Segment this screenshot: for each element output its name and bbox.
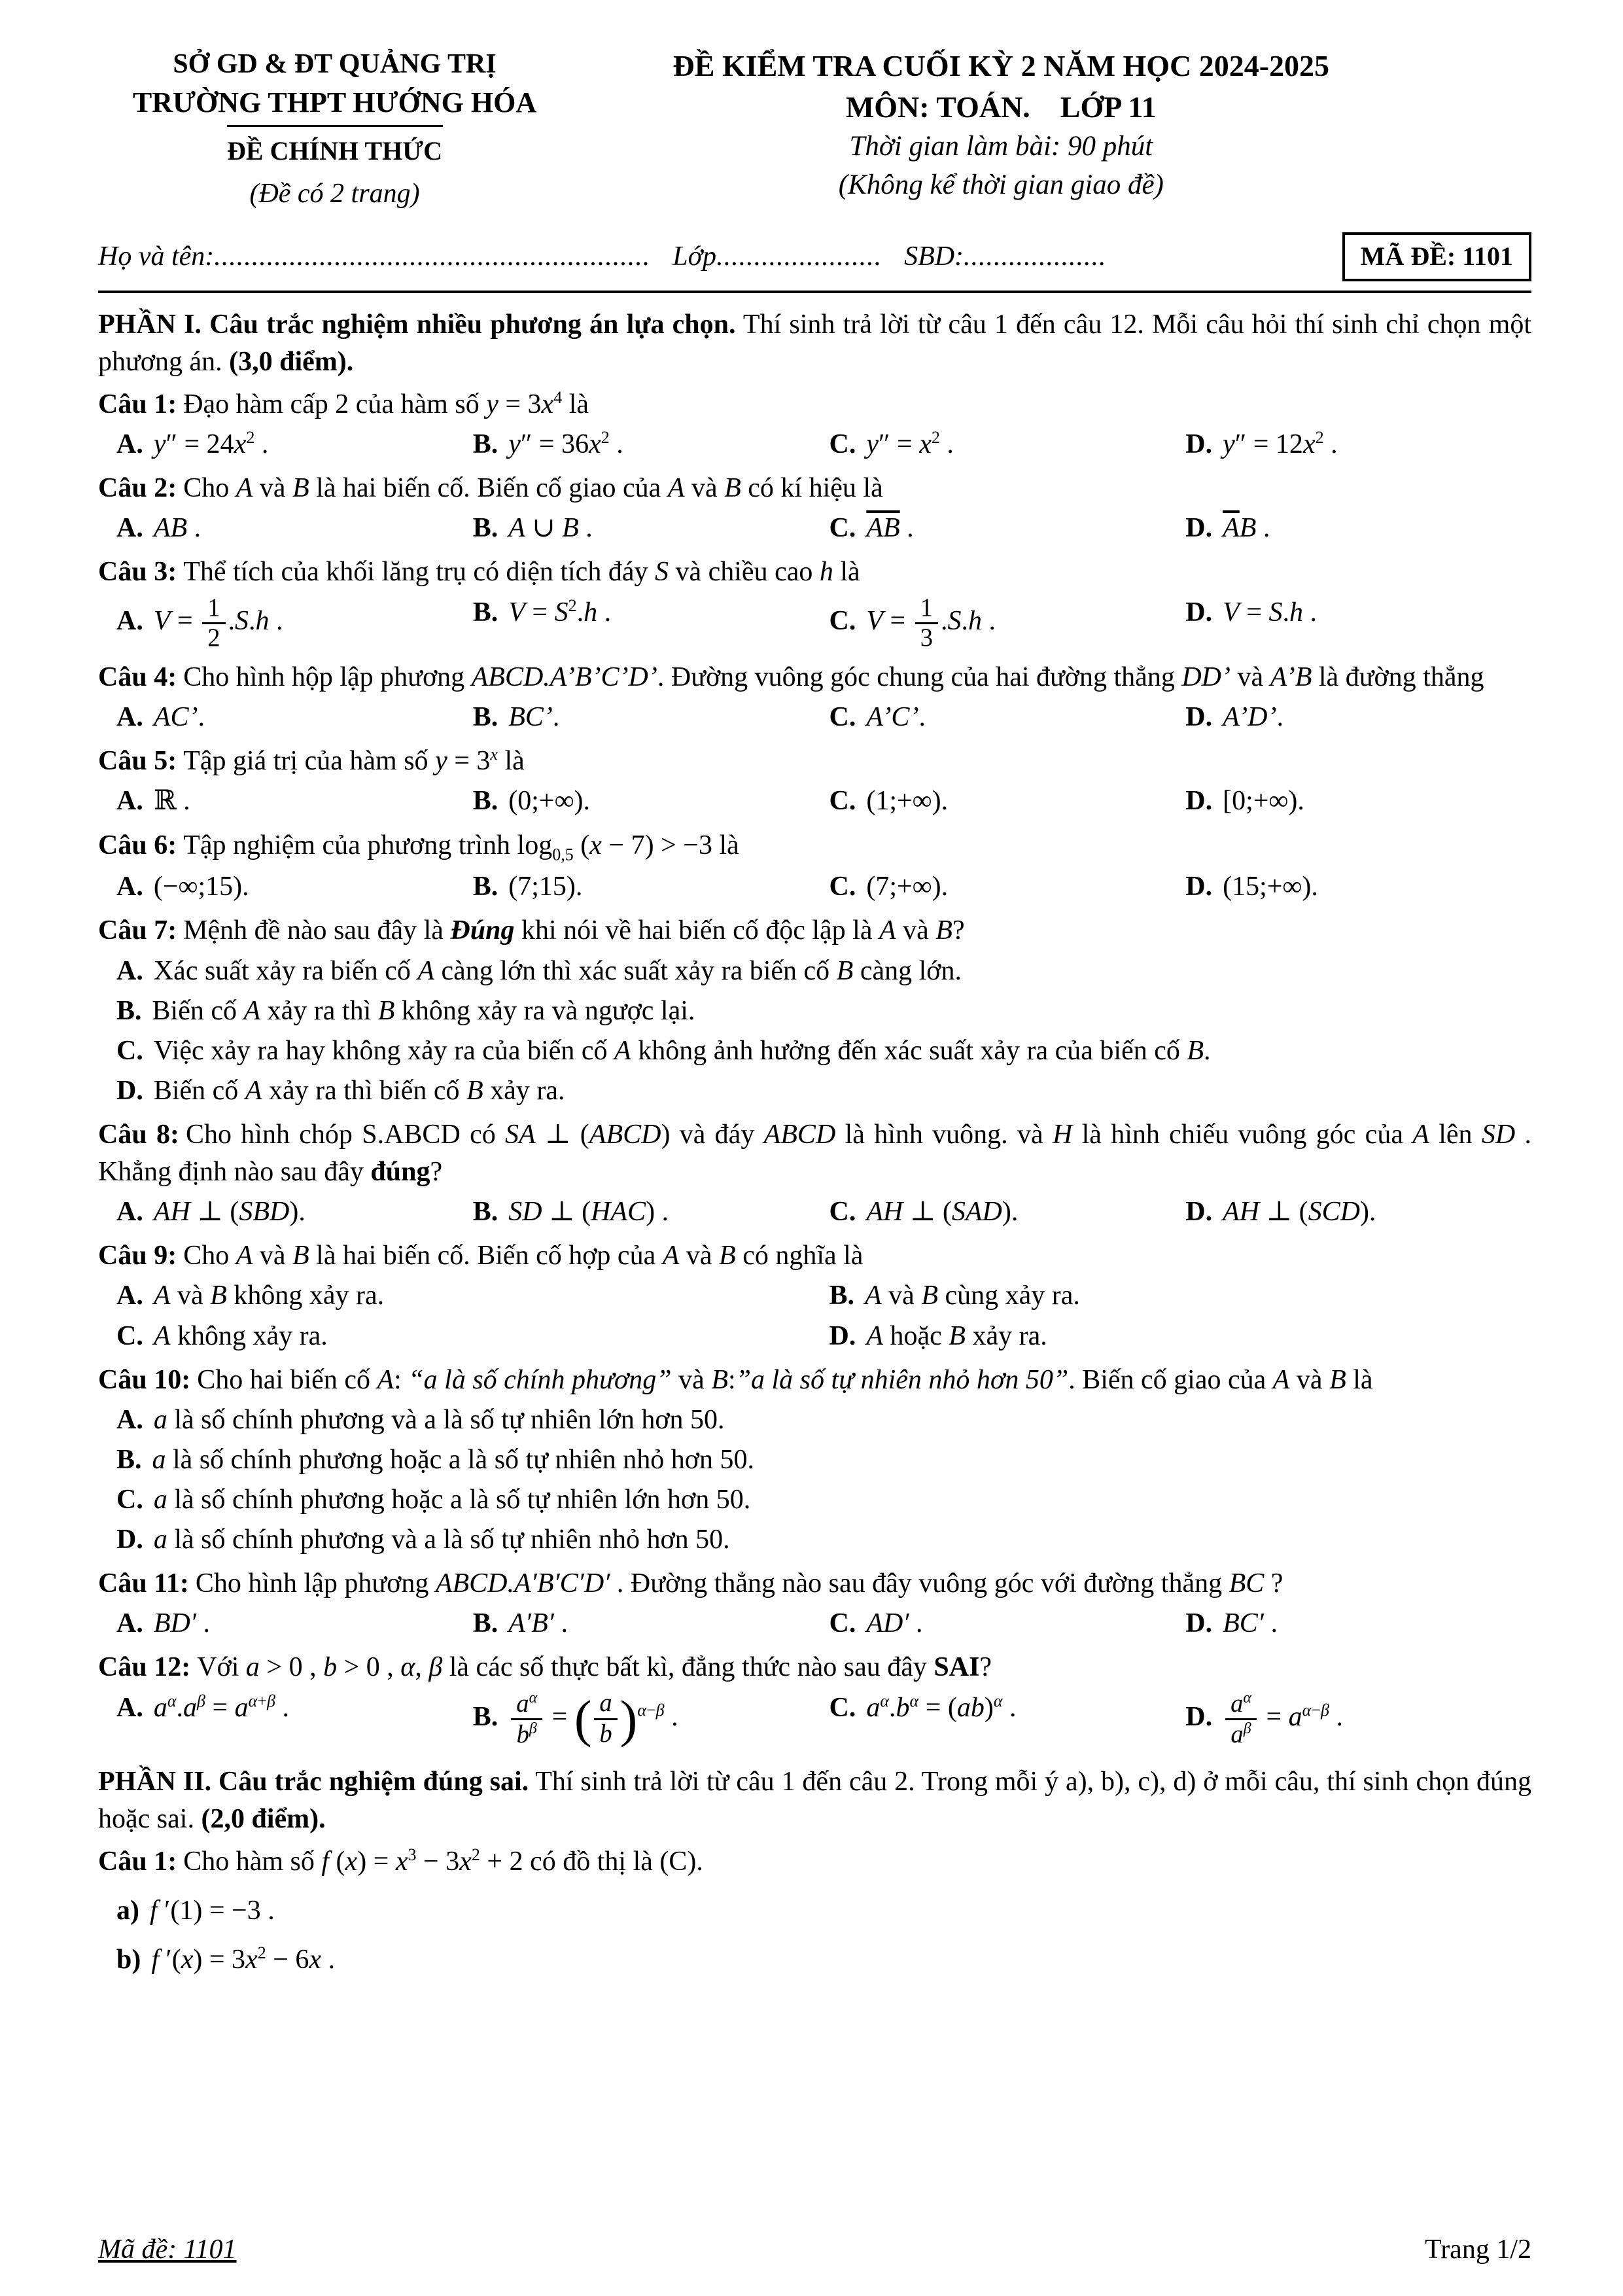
option-b xyxy=(473,1192,819,1232)
option-text: AH ⊥ (SBD). xyxy=(153,1197,305,1227)
question-2-options xyxy=(98,508,1531,548)
option-a xyxy=(116,1604,462,1644)
option-text: $\frac{a^\alpha}{a^\beta}$ = $a^{\alpha-\beta}$ . xyxy=(1223,1702,1343,1732)
duration-note: (Không kể thời gian giao đề) xyxy=(838,169,1164,200)
option-text: $a^\alpha.a^\beta = a^{\alpha+\beta}$ . xyxy=(153,1691,289,1723)
option-c xyxy=(829,1688,1176,1750)
question-3-line xyxy=(98,554,1531,591)
option-key: B. xyxy=(829,1280,855,1311)
question-4 xyxy=(98,659,1531,737)
pages-note: (Đề có 2 trang) xyxy=(249,179,420,209)
part2-question-1-line xyxy=(98,1843,1531,1881)
option-c xyxy=(829,1604,1176,1644)
option-d xyxy=(116,1520,1531,1560)
option-key: D. xyxy=(1185,702,1213,733)
option-key: B. xyxy=(472,1701,498,1732)
option-a xyxy=(116,508,462,548)
option-d xyxy=(1185,1604,1531,1644)
option-key: C. xyxy=(116,1320,143,1351)
option-text: a là số chính phương hoặc a là số tự nhiên lớn hơn 50. xyxy=(153,1485,751,1515)
option-text: AH ⊥ (SCD). xyxy=(1223,1197,1376,1227)
footer-exam-code: Mã đề: 1101 xyxy=(98,2234,237,2265)
option-d xyxy=(116,1071,1531,1111)
question-text: Cho hai biến cố A: “a là số chính phương” và B:”a là số tự nhiên nhỏ hơn 50”. Biến cố giao của A và B là xyxy=(197,1364,1373,1395)
question-3-options xyxy=(98,593,1531,654)
question-9 xyxy=(98,1237,1531,1356)
option-key: D. xyxy=(1185,1197,1213,1227)
option-a xyxy=(116,951,1531,991)
option-a xyxy=(116,781,462,821)
question-2-line xyxy=(98,470,1531,507)
option-text: A’D’. xyxy=(1223,702,1283,733)
question-4-options xyxy=(98,698,1531,737)
question-text: Cho A và B là hai biến cố. Biến cố hợp của A và B có nghĩa là xyxy=(183,1241,864,1271)
question-8-line xyxy=(98,1116,1531,1191)
option-b xyxy=(473,781,819,821)
option-c xyxy=(829,781,1176,821)
option-text: a là số chính phương và a là số tự nhiên nhỏ hơn 50. xyxy=(153,1525,730,1555)
question-11-options xyxy=(98,1604,1531,1644)
option-key: A. xyxy=(116,955,143,986)
option-key: C. xyxy=(829,429,856,460)
question-text: Tập giá trị của hàm số $y = 3^x$ là xyxy=(183,745,525,777)
option-text: (15;+∞). xyxy=(1223,872,1318,902)
option-text: a là số chính phương hoặc a là số tự nhiên nhỏ hơn 50. xyxy=(152,1444,754,1475)
question-1 xyxy=(98,386,1531,465)
footer-page-number: Trang 1/2 xyxy=(1425,2234,1531,2265)
question-text: Thể tích của khối lăng trụ có diện tích đáy S và chiều cao h là xyxy=(183,557,860,588)
option-text: A và B cùng xảy ra. xyxy=(865,1280,1080,1311)
option-d xyxy=(1185,698,1531,737)
option-b xyxy=(116,1440,1531,1480)
question-text: Đạo hàm cấp 2 của hàm số $y = 3x^4$ là xyxy=(183,388,589,420)
option-text: $y'' = 36x^2$ . xyxy=(508,428,623,460)
question-label: Câu 6: xyxy=(98,830,177,860)
option-text: A′B′ . xyxy=(508,1608,568,1639)
option-a xyxy=(116,593,462,654)
item-a xyxy=(116,1891,1531,1931)
question-text: Cho hình lập phương ABCD.A′B′C′D′ . Đường thẳng nào sau đây vuông góc với đường thẳng BC ? xyxy=(195,1568,1283,1599)
option-b xyxy=(829,1276,1532,1316)
question-text: Cho hàm số f $(x) = x^3 - 3x^2 + 2$ có đồ thị là (C). xyxy=(183,1845,703,1877)
option-key: B. xyxy=(472,786,498,817)
option-key: D. xyxy=(116,1075,143,1106)
option-key: C. xyxy=(829,1608,856,1639)
question-8 xyxy=(98,1116,1531,1232)
option-text: AC’. xyxy=(153,702,205,733)
option-key: C. xyxy=(116,1035,143,1066)
option-key: A. xyxy=(116,1608,143,1639)
option-text: AD′ . xyxy=(866,1608,923,1639)
option-a xyxy=(116,425,462,465)
option-text: A’C’. xyxy=(866,702,926,733)
question-5 xyxy=(98,743,1531,821)
part-2-title-normal: Thí sinh trả lời từ câu 1 đến câu 2. Trong mỗi ý a), b), c), d) ở mỗi câu, thí sinh chọn đúng hoặc sai. xyxy=(98,1766,1531,1834)
option-d xyxy=(1185,781,1531,821)
option-key: D. xyxy=(1185,786,1213,817)
part-2 xyxy=(98,1763,1531,1981)
option-b xyxy=(473,698,819,737)
option-c xyxy=(829,508,1176,548)
option-b xyxy=(473,425,819,465)
name-label: Họ và tên: xyxy=(98,241,215,272)
part-1-title-points: (3,0 điểm). xyxy=(229,346,354,377)
option-key: C. xyxy=(829,702,856,733)
option-key: C. xyxy=(829,872,856,902)
option-text: V = $\frac{1}{2}$ .S.h . xyxy=(153,593,283,652)
option-text: Việc xảy ra hay không xảy ra của biến cố A không ảnh hưởng đến xác suất xảy ra của biến cố B. xyxy=(153,1035,1211,1066)
option-key: C. xyxy=(829,606,856,636)
option-key: D. xyxy=(1185,1608,1213,1639)
option-key: B. xyxy=(472,597,498,627)
option-key: A. xyxy=(116,513,143,544)
option-key: A. xyxy=(116,429,143,460)
official-exam-label: ĐỀ CHÍNH THỨC xyxy=(227,135,442,166)
question-8-options xyxy=(98,1192,1531,1232)
option-key: B. xyxy=(472,1608,498,1639)
option-key: A. xyxy=(116,1404,143,1435)
part2-question-1 xyxy=(98,1843,1531,1980)
question-3 xyxy=(98,554,1531,654)
option-key: A. xyxy=(116,702,143,733)
question-text: Cho A và B là hai biến cố. Biến cố giao của A và B có kí hiệu là xyxy=(183,473,883,504)
option-text: BC′ . xyxy=(1223,1608,1278,1639)
option-a xyxy=(116,1276,819,1316)
question-label: Câu 10: xyxy=(98,1364,191,1395)
school-underline xyxy=(227,125,443,127)
option-text: AH ⊥ (SAD). xyxy=(866,1197,1019,1227)
sbd-blank: ................... xyxy=(964,241,1107,272)
option-key: C. xyxy=(829,1197,856,1227)
part-2-title-points: (2,0 điểm). xyxy=(201,1803,326,1834)
option-text: (7;15). xyxy=(508,872,583,902)
option-c xyxy=(829,1192,1176,1232)
question-2 xyxy=(98,470,1531,548)
question-12 xyxy=(98,1649,1531,1750)
option-c xyxy=(116,1031,1531,1071)
option-key: B. xyxy=(472,429,498,460)
option-text: $\overline{AB}$ . xyxy=(866,513,914,544)
item-text: f ′(1) = −3 . xyxy=(150,1896,275,1926)
option-key: B. xyxy=(472,872,498,902)
question-7-options xyxy=(98,951,1531,1111)
option-b xyxy=(116,991,1531,1031)
option-text: (0;+∞). xyxy=(508,786,591,817)
option-text: Biến cố A xảy ra thì B không xảy ra và ngược lại. xyxy=(152,995,695,1026)
question-label: Câu 1: xyxy=(98,389,177,420)
school-name: TRƯỜNG THPT HƯỚNG HÓA xyxy=(132,86,537,119)
question-11-line xyxy=(98,1565,1531,1602)
sbd-label: SBD: xyxy=(904,241,964,272)
option-key: D. xyxy=(1185,1701,1213,1732)
question-label: Câu 3: xyxy=(98,557,177,588)
question-text: Cho hình chóp S.ABCD có SA ⊥ (ABCD) và đáy ABCD là hình vuông. và H là hình chiếu vuông góc của A lên SD . Khẳng định nào sau đây đúng? xyxy=(98,1120,1532,1188)
option-c xyxy=(829,425,1176,465)
item-b xyxy=(116,1940,1531,1980)
question-9-options xyxy=(98,1276,1531,1356)
option-text: A không xảy ra. xyxy=(153,1320,328,1351)
exam-code-box: MÃ ĐỀ: 1101 xyxy=(1342,232,1531,281)
part-1-title-normal: Thí sinh trả lời từ câu 1 đến câu 12. Mỗi câu hỏi thí sinh chỉ chọn một phương án. xyxy=(98,309,1531,377)
option-key: A. xyxy=(116,1280,143,1311)
question-text: Với a > 0 , b > 0 , α, β là các số thực bất kì, đẳng thức nào sau đây SAI? xyxy=(197,1652,992,1683)
option-text: [0;+∞). xyxy=(1223,786,1304,817)
option-key: A. xyxy=(116,606,143,636)
part2-question-1-items xyxy=(98,1882,1531,1980)
question-label: Câu 4: xyxy=(98,662,177,693)
option-text: $\frac{a^\alpha}{b^\beta}$ = ( $\frac{a}{b}$ )$^{\alpha-\beta}$ . xyxy=(508,1702,678,1732)
option-text: $V = S^2.h$ . xyxy=(508,595,612,627)
option-key: A. xyxy=(116,1197,143,1227)
option-key: A. xyxy=(116,1692,143,1723)
question-7-line xyxy=(98,912,1531,949)
option-text: V = $\frac{1}{3}$ .S.h . xyxy=(866,593,996,652)
duration-line: Thời gian làm bài: 90 phút xyxy=(849,131,1153,162)
question-1-options xyxy=(98,425,1531,465)
question-11 xyxy=(98,1565,1531,1644)
option-key: D. xyxy=(1185,597,1213,627)
option-b xyxy=(473,593,819,654)
part-1 xyxy=(98,306,1531,1750)
option-text: $\overline{A}B$ . xyxy=(1223,513,1270,544)
question-6 xyxy=(98,827,1531,908)
student-info-row xyxy=(98,232,1531,281)
part-2-title-bold: PHẦN II. Câu trắc nghiệm đúng sai. xyxy=(98,1766,529,1797)
exam-header xyxy=(98,46,1531,213)
option-text: $y'' = 12x^2$ . xyxy=(1223,428,1338,460)
question-7 xyxy=(98,912,1531,1111)
option-text: SD ⊥ (HAC) . xyxy=(508,1197,669,1227)
question-text: Tập nghiệm của phương trình $\log_{0,5} (x - 7) > -3$ là xyxy=(183,830,739,864)
page-footer xyxy=(98,2231,1531,2269)
option-key: D. xyxy=(1185,429,1213,460)
option-text: A hoặc B xảy ra. xyxy=(866,1320,1047,1351)
option-text: $y'' = x^2$ . xyxy=(866,428,954,460)
question-4-line xyxy=(98,659,1531,696)
department-name: SỞ GD & ĐT QUẢNG TRỊ xyxy=(173,49,497,79)
option-b xyxy=(473,508,819,548)
option-d xyxy=(1185,1688,1531,1750)
student-info-section xyxy=(98,232,1531,292)
option-key: C. xyxy=(829,786,856,817)
option-a xyxy=(116,1400,1531,1440)
question-label: Câu 1: xyxy=(98,1846,177,1877)
option-key: D. xyxy=(1185,513,1213,544)
option-text: ℝ . xyxy=(153,786,190,817)
option-text: (−∞;15). xyxy=(153,872,249,902)
option-a xyxy=(116,1688,462,1750)
name-blank: .......................................................... xyxy=(214,241,651,272)
option-key: D. xyxy=(829,1320,856,1351)
option-key: B. xyxy=(116,1444,142,1475)
option-key: A. xyxy=(116,786,143,817)
option-text: (7;+∞). xyxy=(866,872,949,902)
option-text: Xác suất xảy ra biến cố A càng lớn thì xác suất xảy ra biến cố B càng lớn. xyxy=(153,955,962,986)
option-a xyxy=(116,1192,462,1232)
option-d xyxy=(829,1316,1532,1356)
option-b xyxy=(473,1688,819,1750)
option-key: C. xyxy=(116,1485,143,1515)
option-text: $y'' = 24x^2$ . xyxy=(153,428,269,460)
option-key: C. xyxy=(829,513,856,544)
option-key: B. xyxy=(116,995,142,1026)
question-12-options xyxy=(98,1688,1531,1750)
option-key: B. xyxy=(472,513,498,544)
option-c xyxy=(116,1316,819,1356)
option-a xyxy=(116,867,462,907)
option-text: BD′ . xyxy=(153,1608,211,1639)
question-10-line xyxy=(98,1362,1531,1399)
exam-title: ĐỀ KIỂM TRA CUỐI KỲ 2 NĂM HỌC 2024-2025 xyxy=(672,49,1330,82)
question-label: Câu 11: xyxy=(98,1568,189,1599)
item-key: a) xyxy=(116,1896,139,1926)
question-label: Câu 9: xyxy=(98,1241,177,1271)
option-text: AB . xyxy=(153,513,201,544)
option-b xyxy=(473,867,819,907)
item-key: b) xyxy=(116,1945,141,1975)
option-text: a là số chính phương và a là số tự nhiên lớn hơn 50. xyxy=(153,1404,725,1435)
question-6-options xyxy=(98,867,1531,907)
question-label: Câu 2: xyxy=(98,473,177,504)
class-label: Lớp xyxy=(672,241,717,272)
question-1-line xyxy=(98,386,1531,423)
option-text: A và B không xảy ra. xyxy=(153,1280,385,1311)
item-text: f $'(x) = 3x^2 - 6x$ . xyxy=(151,1943,336,1975)
option-d xyxy=(1185,425,1531,465)
option-key: A. xyxy=(116,872,143,902)
option-text: Biến cố A xảy ra thì biến cố B xảy ra. xyxy=(153,1075,565,1106)
question-text: Cho hình hộp lập phương ABCD.A’B’C’D’. Đường vuông góc chung của hai đường thẳng DD’ và A’B là đường thẳng xyxy=(183,662,1484,693)
option-key: B. xyxy=(472,702,498,733)
option-a xyxy=(116,698,462,737)
question-9-line xyxy=(98,1237,1531,1275)
question-label: Câu 8: xyxy=(98,1120,179,1150)
option-d xyxy=(1185,508,1531,548)
option-d xyxy=(1185,593,1531,654)
part-1-title-bold: PHẦN I. Câu trắc nghiệm nhiều phương án lựa chọn. xyxy=(98,309,736,340)
question-10-options xyxy=(98,1400,1531,1560)
option-text: BC’. xyxy=(508,702,560,733)
question-label: Câu 5: xyxy=(98,746,177,777)
option-key: B. xyxy=(472,1197,498,1227)
option-text: $a^\alpha.b^\alpha = (ab)^\alpha$ . xyxy=(866,1691,1017,1723)
option-c xyxy=(116,1480,1531,1520)
option-key: C. xyxy=(829,1692,856,1723)
question-text: Mệnh đề nào sau đây là Đúng khi nói về hai biến cố độc lập là A và B? xyxy=(183,915,965,946)
question-6-line xyxy=(98,827,1531,866)
option-key: D. xyxy=(1185,872,1213,902)
option-text: V = S.h . xyxy=(1223,597,1317,627)
question-10 xyxy=(98,1362,1531,1561)
option-c xyxy=(829,698,1176,737)
option-c xyxy=(829,593,1176,654)
part-1-title xyxy=(98,306,1531,381)
option-c xyxy=(829,867,1176,907)
question-12-line xyxy=(98,1649,1531,1686)
question-5-line xyxy=(98,743,1531,780)
option-d xyxy=(1185,867,1531,907)
exam-title-block xyxy=(571,46,1431,213)
option-d xyxy=(1185,1192,1531,1232)
option-text: (1;+∞). xyxy=(866,786,949,817)
issuer-block xyxy=(98,46,571,213)
class-blank: ...................... xyxy=(716,241,882,272)
question-label: Câu 7: xyxy=(98,915,177,946)
subject-grade-line: MÔN: TOÁN. LỚP 11 xyxy=(845,90,1157,124)
option-b xyxy=(473,1604,819,1644)
question-5-options xyxy=(98,781,1531,821)
part-2-title xyxy=(98,1763,1531,1838)
question-label: Câu 12: xyxy=(98,1652,191,1683)
option-text: A ∪ B . xyxy=(508,513,593,544)
option-key: D. xyxy=(116,1525,143,1555)
